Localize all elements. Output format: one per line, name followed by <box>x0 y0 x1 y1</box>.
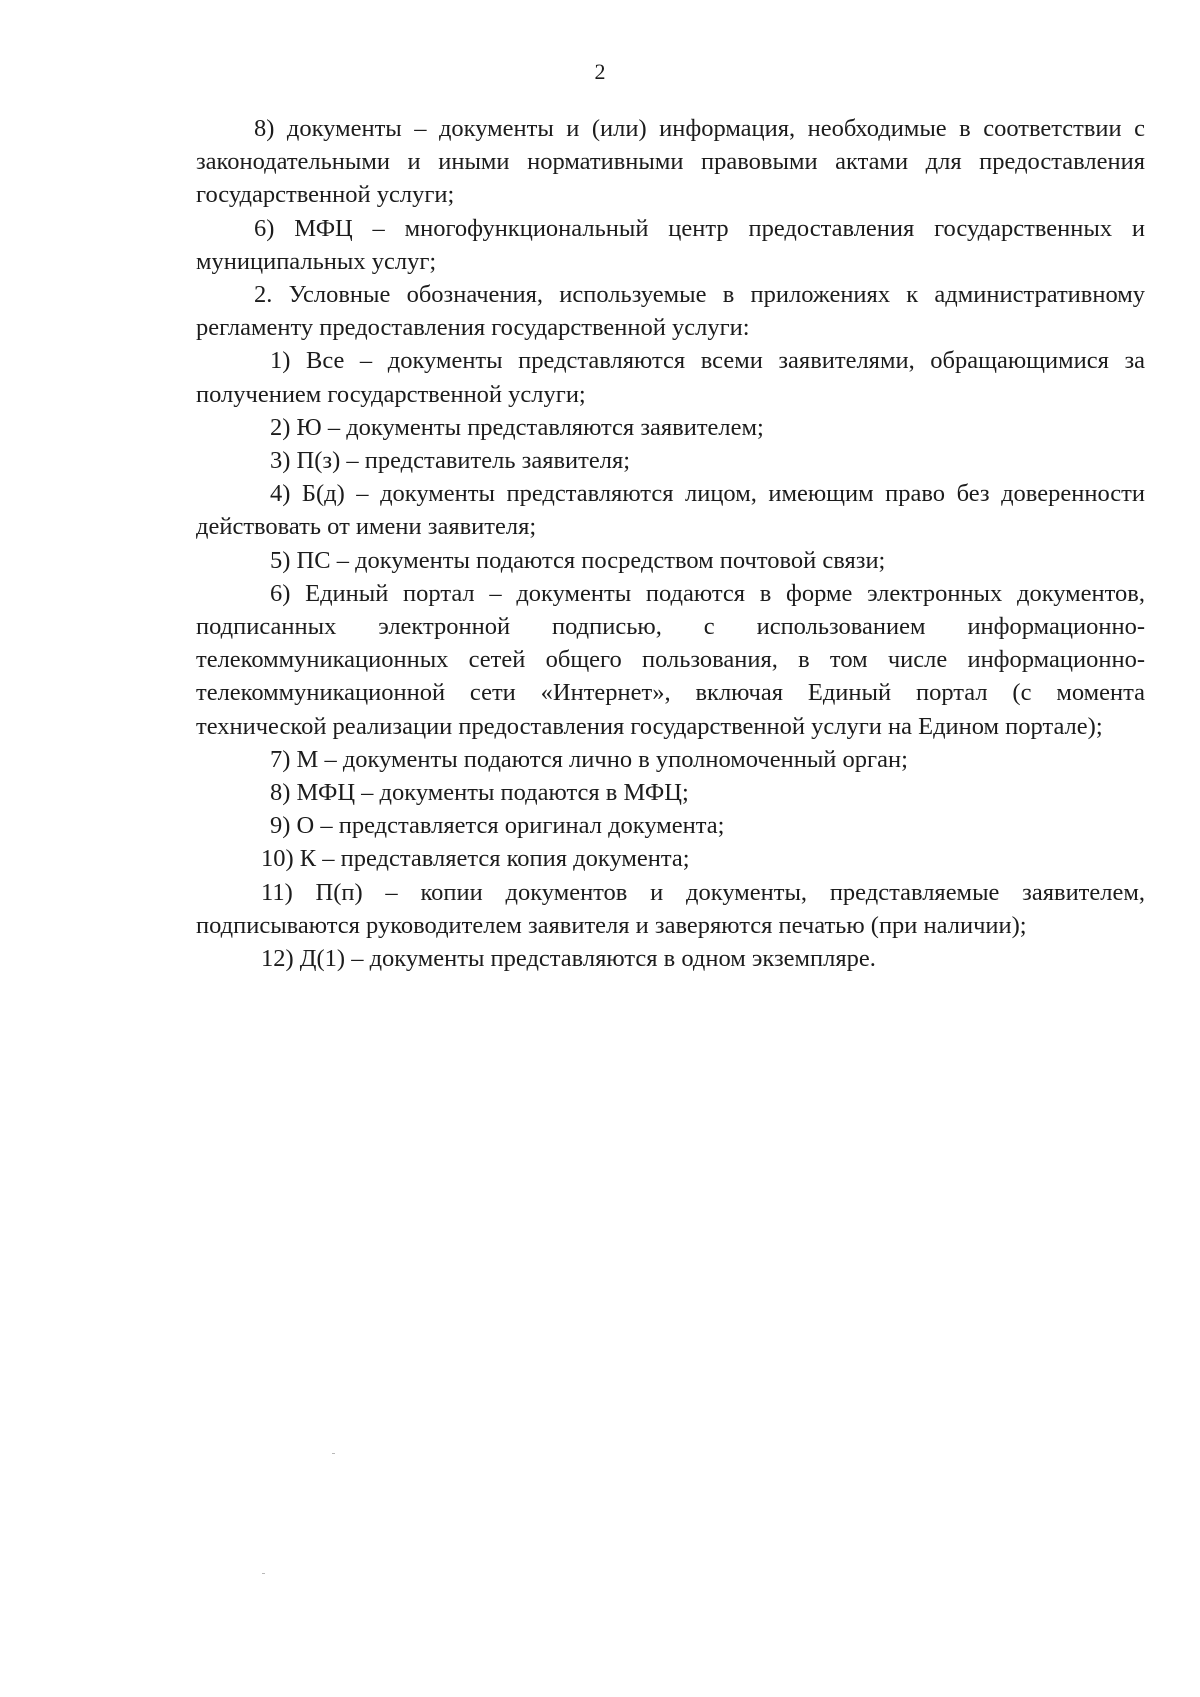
paragraph-definition-mfc: 6) МФЦ – многофункциональный центр предоставления государственных и муниципальных услуг; <box>196 214 1145 275</box>
scan-speck <box>262 1573 265 1574</box>
document-body <box>196 112 1145 975</box>
list-item-mfc: 8) МФЦ – документы подаются в МФЦ; <box>270 779 689 807</box>
list-item-pz: 3) П(з) – представитель заявителя; <box>270 447 631 475</box>
list-item-d1: 12) Д(1) – документы представляются в одном экземпляре. <box>261 945 876 973</box>
paragraph-definition-documents: 8) документы – документы и (или) информация, необходимые в соответствии с законодательными и иными нормативными правовыми актами для предоставления государственной услуги; <box>196 115 1145 209</box>
scan-speck <box>332 1453 335 1454</box>
list-item-k: 10) К – представляется копия документа; <box>261 845 690 873</box>
list-item-bd: 4) Б(д) – документы представляются лицом, имеющим право без доверенности действовать от имени заявителя; <box>196 480 1145 541</box>
page-number: 2 <box>594 59 606 84</box>
list-item-o: 9) О – представляется оригинал документа; <box>270 812 725 840</box>
list-item-yu: 2) Ю – документы представляются заявителем; <box>270 413 764 441</box>
list-item-pp: 11) П(п) – копии документов и документы, представляемые заявителем, подписываются руководителем заявителя и заверяются печатью (при наличии); <box>196 878 1145 939</box>
list-item-ps: 5) ПС – документы подаются посредством почтовой связи; <box>270 546 886 574</box>
list-item-m: 7) М – документы подаются лично в уполномоченный орган; <box>270 745 908 773</box>
list-item-vse: 1) Все – документы представляются всеми заявителями, обращающимися за получением государственной услуги; <box>196 347 1145 408</box>
paragraph-conventions-heading: 2. Условные обозначения, используемые в приложениях к административному регламенту предоставления государственной услуги: <box>196 281 1145 342</box>
list-item-edinyi-portal: 6) Единый портал – документы подаются в форме электронных документов, подписанных электронной подписью, с использованием информационно-телекоммуникационных сетей общего пользования, в том числе информационно-телекоммуникационной сети «Интернет», включая Единый портал (с момента технической реализации предоставления государственной услуги на Едином портале); <box>196 579 1145 740</box>
